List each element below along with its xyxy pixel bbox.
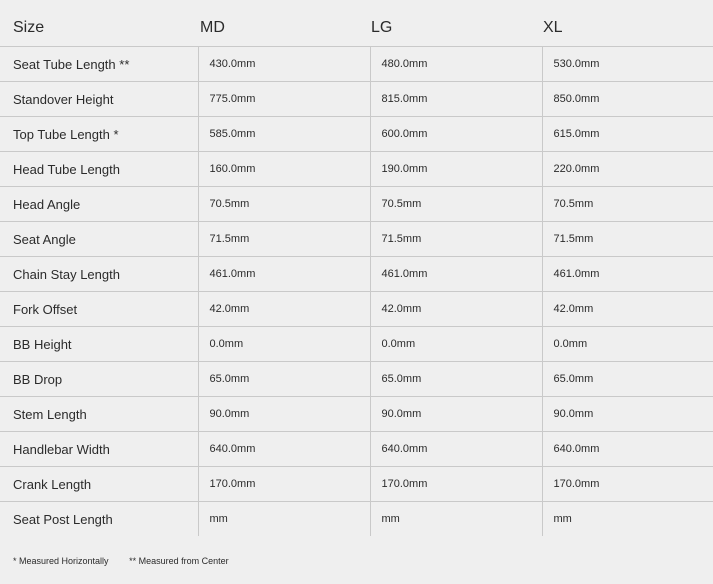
- table-row: [0, 467, 713, 502]
- row-value: 71.5mm: [198, 222, 370, 257]
- row-value: 461.0mm: [198, 257, 370, 292]
- row-value: 170.0mm: [370, 467, 542, 502]
- row-value: 461.0mm: [542, 257, 713, 292]
- row-value: 190.0mm: [370, 152, 542, 187]
- row-value: mm: [542, 502, 713, 537]
- table-row: [0, 82, 713, 117]
- row-value: 815.0mm: [370, 82, 542, 117]
- row-value: 220.0mm: [542, 152, 713, 187]
- table-row: [0, 327, 713, 362]
- table-row: [0, 292, 713, 327]
- row-value: 42.0mm: [542, 292, 713, 327]
- footnotes: [13, 556, 247, 566]
- row-value: 65.0mm: [542, 362, 713, 397]
- table-row: [0, 187, 713, 222]
- table-row: [0, 397, 713, 432]
- table-row: [0, 47, 713, 82]
- row-value: 0.0mm: [198, 327, 370, 362]
- row-label: Seat Angle: [0, 222, 198, 257]
- row-value: 640.0mm: [370, 432, 542, 467]
- table-row: [0, 222, 713, 257]
- row-label: Crank Length: [0, 467, 198, 502]
- row-label: BB Height: [0, 327, 198, 362]
- row-label: Seat Tube Length **: [0, 47, 198, 82]
- row-value: 170.0mm: [542, 467, 713, 502]
- table-row: [0, 152, 713, 187]
- row-value: mm: [198, 502, 370, 537]
- row-value: 615.0mm: [542, 117, 713, 152]
- row-label: Top Tube Length *: [0, 117, 198, 152]
- row-value: 585.0mm: [198, 117, 370, 152]
- row-value: 71.5mm: [370, 222, 542, 257]
- header-xl: XL: [542, 10, 713, 47]
- footnote-horizontal: * Measured Horizontally: [13, 556, 109, 566]
- row-value: 170.0mm: [198, 467, 370, 502]
- row-value: 480.0mm: [370, 47, 542, 82]
- geometry-table: [0, 10, 713, 536]
- row-value: 461.0mm: [370, 257, 542, 292]
- row-value: 42.0mm: [198, 292, 370, 327]
- row-label: Stem Length: [0, 397, 198, 432]
- row-value: 70.5mm: [370, 187, 542, 222]
- row-value: 640.0mm: [198, 432, 370, 467]
- table-row: [0, 257, 713, 292]
- row-value: 0.0mm: [370, 327, 542, 362]
- row-value: 65.0mm: [370, 362, 542, 397]
- row-value: 0.0mm: [542, 327, 713, 362]
- row-value: 850.0mm: [542, 82, 713, 117]
- row-value: mm: [370, 502, 542, 537]
- row-value: 70.5mm: [198, 187, 370, 222]
- row-value: 640.0mm: [542, 432, 713, 467]
- row-label: Standover Height: [0, 82, 198, 117]
- table-row: [0, 117, 713, 152]
- row-value: 65.0mm: [198, 362, 370, 397]
- row-label: Chain Stay Length: [0, 257, 198, 292]
- row-value: 775.0mm: [198, 82, 370, 117]
- row-value: 90.0mm: [198, 397, 370, 432]
- row-value: 71.5mm: [542, 222, 713, 257]
- table-row: [0, 362, 713, 397]
- row-label: Head Tube Length: [0, 152, 198, 187]
- row-label: Fork Offset: [0, 292, 198, 327]
- table-row: [0, 502, 713, 537]
- row-label: Handlebar Width: [0, 432, 198, 467]
- row-value: 160.0mm: [198, 152, 370, 187]
- row-value: 90.0mm: [370, 397, 542, 432]
- table-row: [0, 432, 713, 467]
- header-size: Size: [0, 10, 198, 47]
- row-label: Seat Post Length: [13, 511, 113, 527]
- row-value: 42.0mm: [370, 292, 542, 327]
- header-row: [0, 10, 713, 47]
- row-label: Head Angle: [0, 187, 198, 222]
- header-md: MD: [198, 10, 370, 47]
- row-value: 530.0mm: [542, 47, 713, 82]
- row-value: 70.5mm: [542, 187, 713, 222]
- row-value: 90.0mm: [542, 397, 713, 432]
- header-lg: LG: [370, 10, 542, 47]
- row-value: 430.0mm: [198, 47, 370, 82]
- footnote-center: ** Measured from Center: [129, 556, 229, 566]
- row-value: 600.0mm: [370, 117, 542, 152]
- row-label: BB Drop: [0, 362, 198, 397]
